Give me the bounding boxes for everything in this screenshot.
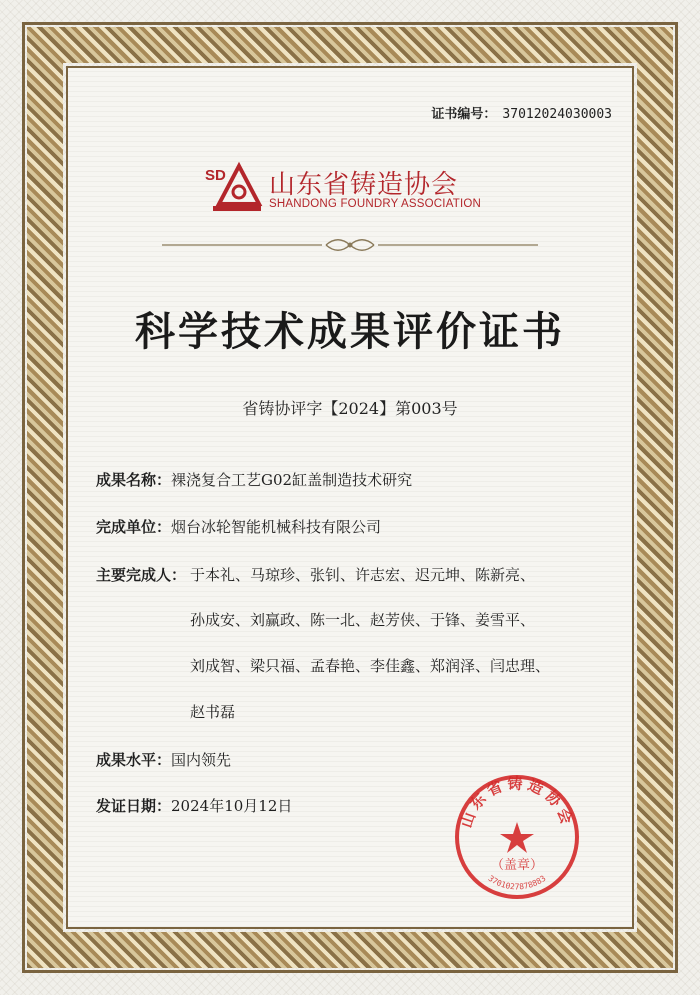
seal-code: 3701027878883 <box>486 873 548 892</box>
issuer-name-cn: 山东省铸造协会 <box>269 170 459 200</box>
issue-date-label: 发证日期： <box>96 797 172 815</box>
issuer-name-en: SHANDONG FOUNDRY ASSOCIATION <box>269 198 481 210</box>
contributors-line: 孙成安、刘赢政、陈一北、赵芳侠、于锋、姜雪平、 <box>190 611 536 629</box>
ornamental-divider <box>162 238 538 252</box>
issue-date-row <box>96 795 292 816</box>
certificate-title: 科学技术成果评价证书 <box>135 309 565 355</box>
achievement-level-label: 成果水平： <box>96 751 172 769</box>
issue-date-value: 2024年10月12日 <box>171 797 293 815</box>
issuer-logo <box>203 160 503 220</box>
achievement-level-value: 国内领先 <box>171 751 232 769</box>
certificate-number <box>431 103 612 122</box>
foundry-association-emblem-icon <box>203 160 265 216</box>
contributors-line: 于本礼、马琼珍、张钊、许志宏、迟元坤、陈新亮、 <box>190 566 536 584</box>
main-contributors-label: 主要完成人： <box>96 566 187 584</box>
completing-unit-label: 完成单位： <box>96 518 172 536</box>
logo-mark: SD <box>205 167 226 184</box>
document-number: 省铸协评字【2024】第003号 <box>242 399 458 418</box>
completing-unit-row <box>96 516 381 537</box>
seal-text: 山东省铸造协会 <box>457 774 577 830</box>
achievement-name-label: 成果名称： <box>96 471 172 489</box>
main-contributors-row <box>96 564 186 585</box>
contributors-line: 赵书磊 <box>190 703 236 721</box>
certificate-number-value: 37012024030003 <box>502 107 612 122</box>
seal-label: （盖章） <box>490 858 544 873</box>
certificate-number-label: 证书编号： <box>431 107 497 122</box>
svg-text:3701027878883 <box>487 874 548 892</box>
achievement-level-row <box>96 749 231 770</box>
official-seal-stamp <box>452 772 582 902</box>
svg-text:山东省铸造协会 <box>457 774 577 830</box>
achievement-name-value: 裸浇复合工艺G02缸盖制造技术研究 <box>171 471 413 489</box>
achievement-name-row <box>96 469 412 490</box>
contributors-line: 刘成智、梁只福、孟春艳、李佳鑫、郑润泽、闫忠理、 <box>190 657 551 675</box>
completing-unit-value: 烟台冰轮智能机械科技有限公司 <box>171 518 382 536</box>
